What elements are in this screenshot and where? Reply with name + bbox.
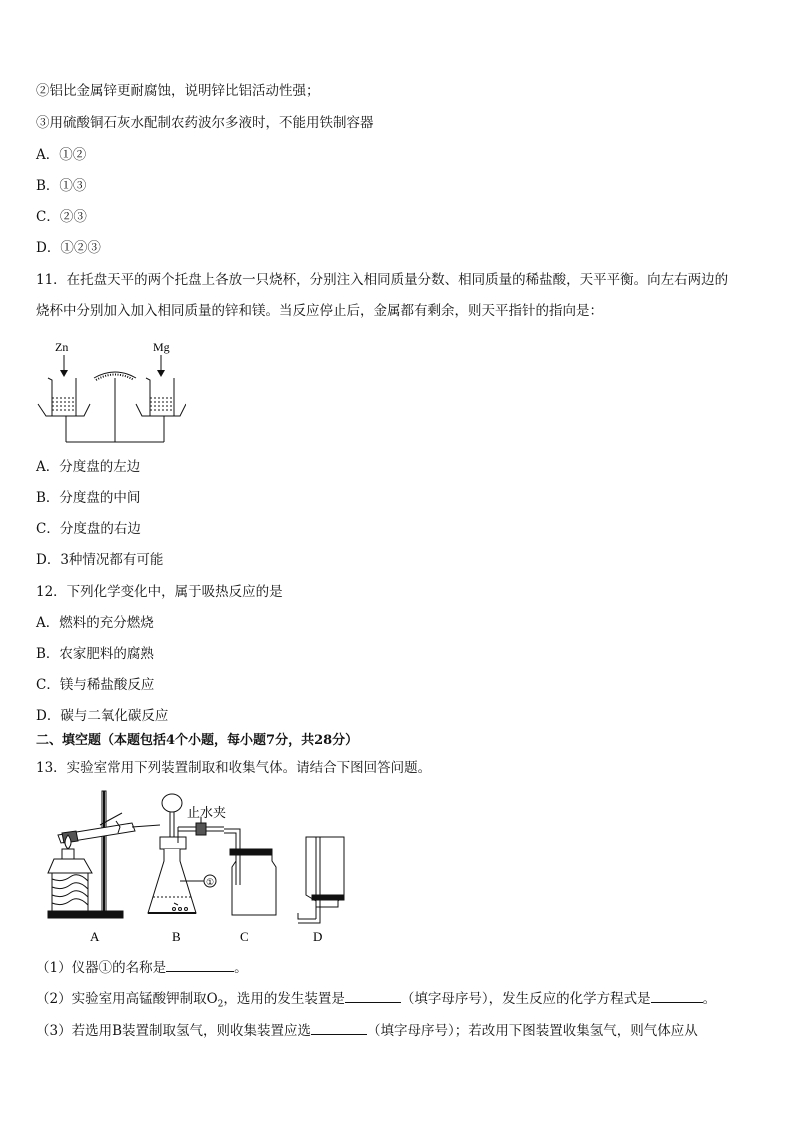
q10-option-a: A．①② <box>36 147 87 163</box>
q13-sub1-suffix: 。 <box>234 960 248 976</box>
q13-stem: 13．实验室常用下列装置制取和收集气体。请结合下图回答问题。 <box>36 760 432 776</box>
clamp-label: 止水夹 <box>187 805 227 820</box>
q11-stem-line-1: 11．在托盘天平的两个托盘上各放一只烧杯，分别注入相同质量分数、相同质量的稀盐酸，天平平衡。向左右两边的 <box>36 272 729 288</box>
q12-option-a: A．燃料的充分燃烧 <box>36 615 154 631</box>
balance-figure <box>36 336 186 446</box>
q13-sub2-mid2: （填字母序号），发生反应的化学方程式是 <box>400 991 651 1007</box>
label-b: B <box>172 929 181 944</box>
q12-option-d: D．碳与二氧化碳反应 <box>36 708 169 724</box>
q11-option-c: C．分度盘的右边 <box>36 521 141 537</box>
q10-option-d: D．①②③ <box>36 240 101 256</box>
q10-statement-2: ②铝比金属锌更耐腐蚀，说明锌比铝活动性强； <box>36 83 320 99</box>
q13-sub-3 <box>36 1021 698 1040</box>
q13-sub2-blank-2[interactable] <box>651 989 703 1003</box>
q10-option-c: C．②③ <box>36 209 87 225</box>
q13-sub2-blank-1[interactable] <box>345 989 401 1003</box>
label-c: C <box>240 929 249 944</box>
q13-sub2-subscript: 2 <box>217 999 224 1010</box>
section-2-heading: 二、填空题（本题包括4个小题，每小题7分，共28分） <box>36 733 359 748</box>
q13-sub-2 <box>36 989 716 1014</box>
q13-sub2-mid: ，选用的发生装置是 <box>223 991 345 1007</box>
q11-stem-line-2: 烧杯中分别加入加入相同质量的锌和镁。当反应停止后，金属都有剩余，则天平指针的指向是： <box>36 303 603 319</box>
q11-option-b: B．分度盘的中间 <box>36 490 141 506</box>
q12-stem: 12．下列化学变化中，属于吸热反应的是 <box>36 584 283 600</box>
q13-sub2-prefix: （2）实验室用高锰酸钾制取O <box>36 991 218 1007</box>
q13-sub1-prefix: （1）仪器①的名称是 <box>36 960 167 976</box>
q13-sub3-blank[interactable] <box>311 1021 367 1035</box>
q11-option-a: A．分度盘的左边 <box>36 459 141 475</box>
q12-option-b: B．农家肥料的腐熟 <box>36 646 154 662</box>
apparatus-c <box>224 829 276 915</box>
right-beaker <box>146 378 174 416</box>
label-a: A <box>90 929 100 944</box>
mg-label: Mg <box>153 340 170 354</box>
q10-option-b: B．①③ <box>36 178 87 194</box>
q13-sub-1 <box>36 958 248 977</box>
zn-label: Zn <box>55 340 69 354</box>
apparatus-d <box>298 837 344 923</box>
q13-sub1-blank[interactable] <box>166 958 234 972</box>
circle-label: ① <box>206 877 215 887</box>
apparatus-figure <box>40 785 370 947</box>
left-beaker <box>48 378 76 416</box>
q12-option-c: C．镁与稀盐酸反应 <box>36 677 155 693</box>
apparatus-a <box>48 791 160 918</box>
q13-sub2-suffix: 。 <box>702 991 717 1007</box>
label-d: D <box>313 929 323 944</box>
q13-sub3-suffix: （填字母序号）；若改用下图装置收集氢气，则气体应从 <box>367 1023 698 1039</box>
q11-option-d: D．3种情况都有可能 <box>36 552 164 568</box>
q10-statement-3: ③用硫酸铜石灰水配制农药波尔多液时，不能用铁制容器 <box>36 115 374 131</box>
q13-sub3-prefix: （3）若选用B装置制取氢气，则收集装置应选 <box>36 1023 312 1039</box>
